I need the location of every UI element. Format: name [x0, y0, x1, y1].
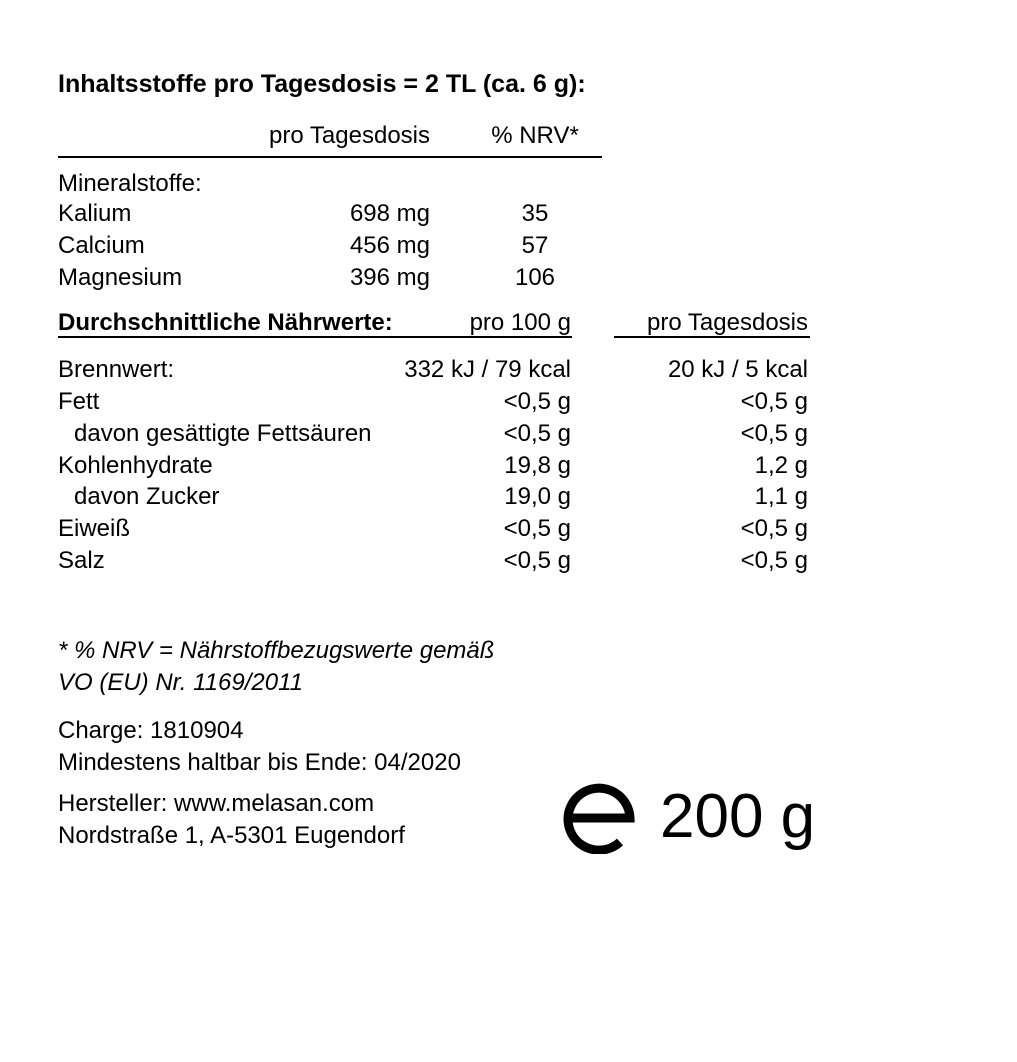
nutrition-row-per100: <0,5 g [503, 388, 571, 415]
nutrition-row-dose: <0,5 g [740, 515, 808, 542]
nutrition-col-100g-header: pro 100 g [469, 309, 571, 336]
manufacturer-line-2: Nordstraße 1, A-5301 Eugendorf [58, 822, 405, 849]
nutrition-row-name: Fett [58, 388, 100, 415]
nutrition-row-name: Salz [58, 547, 105, 574]
mineral-col-nrv-header: % NRV* [491, 122, 579, 149]
mineral-col-dose-header: pro Tagesdosis [269, 122, 430, 149]
nutrition-row-dose: 20 kJ / 5 kcal [667, 356, 808, 383]
mineral-row-name: Calcium [58, 232, 145, 259]
nutrition-row-name-sub: davon Zucker [74, 483, 220, 510]
nutrition-row-per100: 19,8 g [504, 452, 571, 479]
mineral-section-label: Mineralstoffe: [58, 170, 202, 197]
nutrition-row-dose: <0,5 g [740, 420, 808, 447]
footnote-line-1: * % NRV = Nährstoffbezugswerte gemäß [58, 637, 495, 664]
estimated-sign-icon [560, 782, 638, 854]
mineral-row-nrv: 57 [521, 232, 549, 259]
mineral-row-nrv: 106 [514, 264, 556, 291]
nutrition-header-underline-dose [614, 336, 810, 338]
page-title: Inhaltsstoffe pro Tagesdosis = 2 TL (ca. 6 g): [58, 70, 586, 98]
mineral-row-dose: 456 mg [349, 232, 430, 259]
mineral-row-name: Magnesium [58, 264, 183, 291]
nutrition-row-dose: <0,5 g [740, 388, 808, 415]
nutrition-row-name: Eiweiß [58, 515, 131, 542]
mineral-row-dose: 396 mg [349, 264, 430, 291]
best-before-text: Mindestens haltbar bis Ende: 04/2020 [58, 749, 461, 776]
footnote-line-2: VO (EU) Nr. 1169/2011 [58, 669, 303, 696]
nutrition-row-dose: 1,1 g [754, 483, 808, 510]
nutrition-col-dose-header: pro Tagesdosis [647, 309, 808, 336]
nutrition-header-underline [58, 336, 572, 338]
nutrition-row-per100: <0,5 g [503, 420, 571, 447]
mineral-row-name: Kalium [58, 200, 132, 227]
nutrition-row-dose: <0,5 g [740, 547, 808, 574]
nutrition-row-per100: 332 kJ / 79 kcal [404, 356, 571, 383]
nutrition-row-name: Kohlenhydrate [58, 452, 213, 479]
nutrition-row-per100: 19,0 g [504, 483, 571, 510]
charge-text: Charge: 1810904 [58, 717, 244, 744]
nutrition-row-per100: <0,5 g [503, 547, 571, 574]
nutrition-row-per100: <0,5 g [503, 515, 571, 542]
manufacturer-line-1: Hersteller: www.melasan.com [58, 790, 375, 817]
mineral-row-dose: 698 mg [349, 200, 430, 227]
nutrition-row-dose: 1,2 g [754, 452, 808, 479]
net-weight: 200 g [660, 782, 816, 851]
mineral-header-rule [58, 156, 602, 158]
nutrition-row-name-sub: davon gesättigte Fettsäuren [74, 420, 372, 447]
nutrition-row-name: Brennwert: [58, 356, 175, 383]
mineral-row-nrv: 35 [521, 200, 549, 227]
nutrition-header-label: Durchschnittliche Nährwerte: [58, 309, 393, 336]
